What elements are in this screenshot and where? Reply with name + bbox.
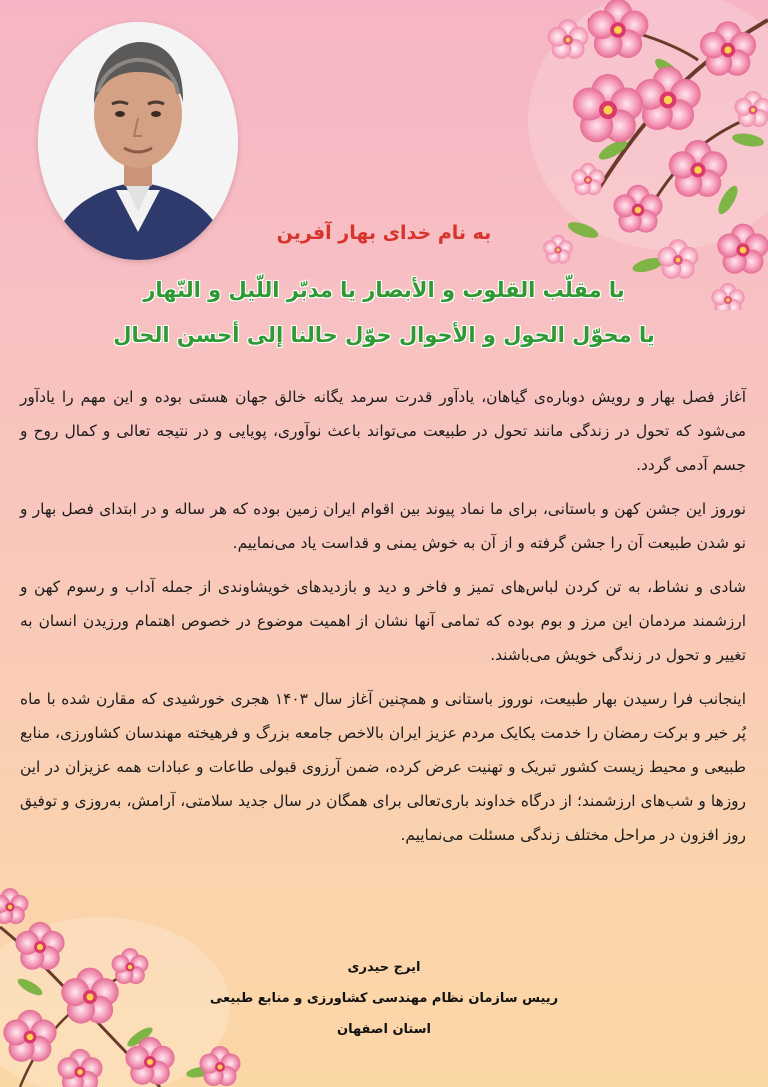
signer-title: رییس سازمان نظام مهندسی کشاورزی و منابع طبیعی <box>209 991 559 1006</box>
prayer-line-1: یا مقلّب القلوب و الأبصار یا مدبّر اللّیل و النّهار <box>143 278 625 302</box>
paragraph: آغاز فصل بهار و رویش دوباره‌ی گیاهان، یادآور قدرت سرمد یگانه خالق جهان هستی بوده و این مهم را یادآور می‌شود که تحول در زندگی مانند تحول در طبیعت می‌تواند باعث نوآوری، پویایی و در نتیجه تعالی و کمال روح و جسم آدمی گردد. <box>20 388 746 474</box>
prayer-line-2: یا محوّل الحول و الأحوال حوّل حالنا إلی أحسن الحال <box>113 323 655 347</box>
paragraph: شادی و نشاط، به تن کردن لباس‌های تمیز و فاخر و دید و بازدیدهای خویشاوندی از جمله آداب و رسوم کهن و ارزشمند مردمان این مرز و بوم بوده که تمامی آنها نشان از اهمیت موضوع در خصوص اهتمام ورزیدن انسان به تغییر و تحول در زندگی خویش می‌باشند. <box>20 578 746 664</box>
paragraph: نوروز این جشن کهن و باستانی، برای ما نماد پیوند بین اقوام ایران زمین بوده که هر ساله و در ابتدای فصل بهار و نو شدن طبیعت آن را جشن گرفته و از آن به خوش یمنی و قداست یاد می‌نماییم. <box>20 500 746 552</box>
message-body <box>20 380 746 862</box>
cherry-blossom-decoration-top <box>368 0 768 310</box>
paragraph: اینجانب فرا رسیدن بهار طبیعت، نوروز باستانی و همچنین آغاز سال ۱۴۰۳ هجری خورشیدی که مقارن شده با ماه پُر خیر و برکت رمضان را خدمت یکایک مردم عزیز ایران بالاخص جامعه بزرگ و فرهیخته مهندسان کشاورزی، منابع طبیعی و محیط زیست کشور تبریک و تهنیت عرض کرده، ضمن آرزوی قبولی طاعات و عبادات همه عزیزان در این روزها و شب‌های ارزشمند؛ از درگاه خداوند باری‌تعالی برای همگان در سال جدید سلامتی، آرامش، به‌روزی و توفیق روز افزون در مراحل مختلف زندگی مسئلت می‌نماییم. <box>20 690 746 844</box>
signature-block <box>0 952 768 1045</box>
signer-province: استان اصفهان <box>337 1022 431 1037</box>
signer-name: ایرج حیدری <box>347 960 421 975</box>
basmala-heading: به نام خدای بهار آفرین <box>276 222 492 244</box>
